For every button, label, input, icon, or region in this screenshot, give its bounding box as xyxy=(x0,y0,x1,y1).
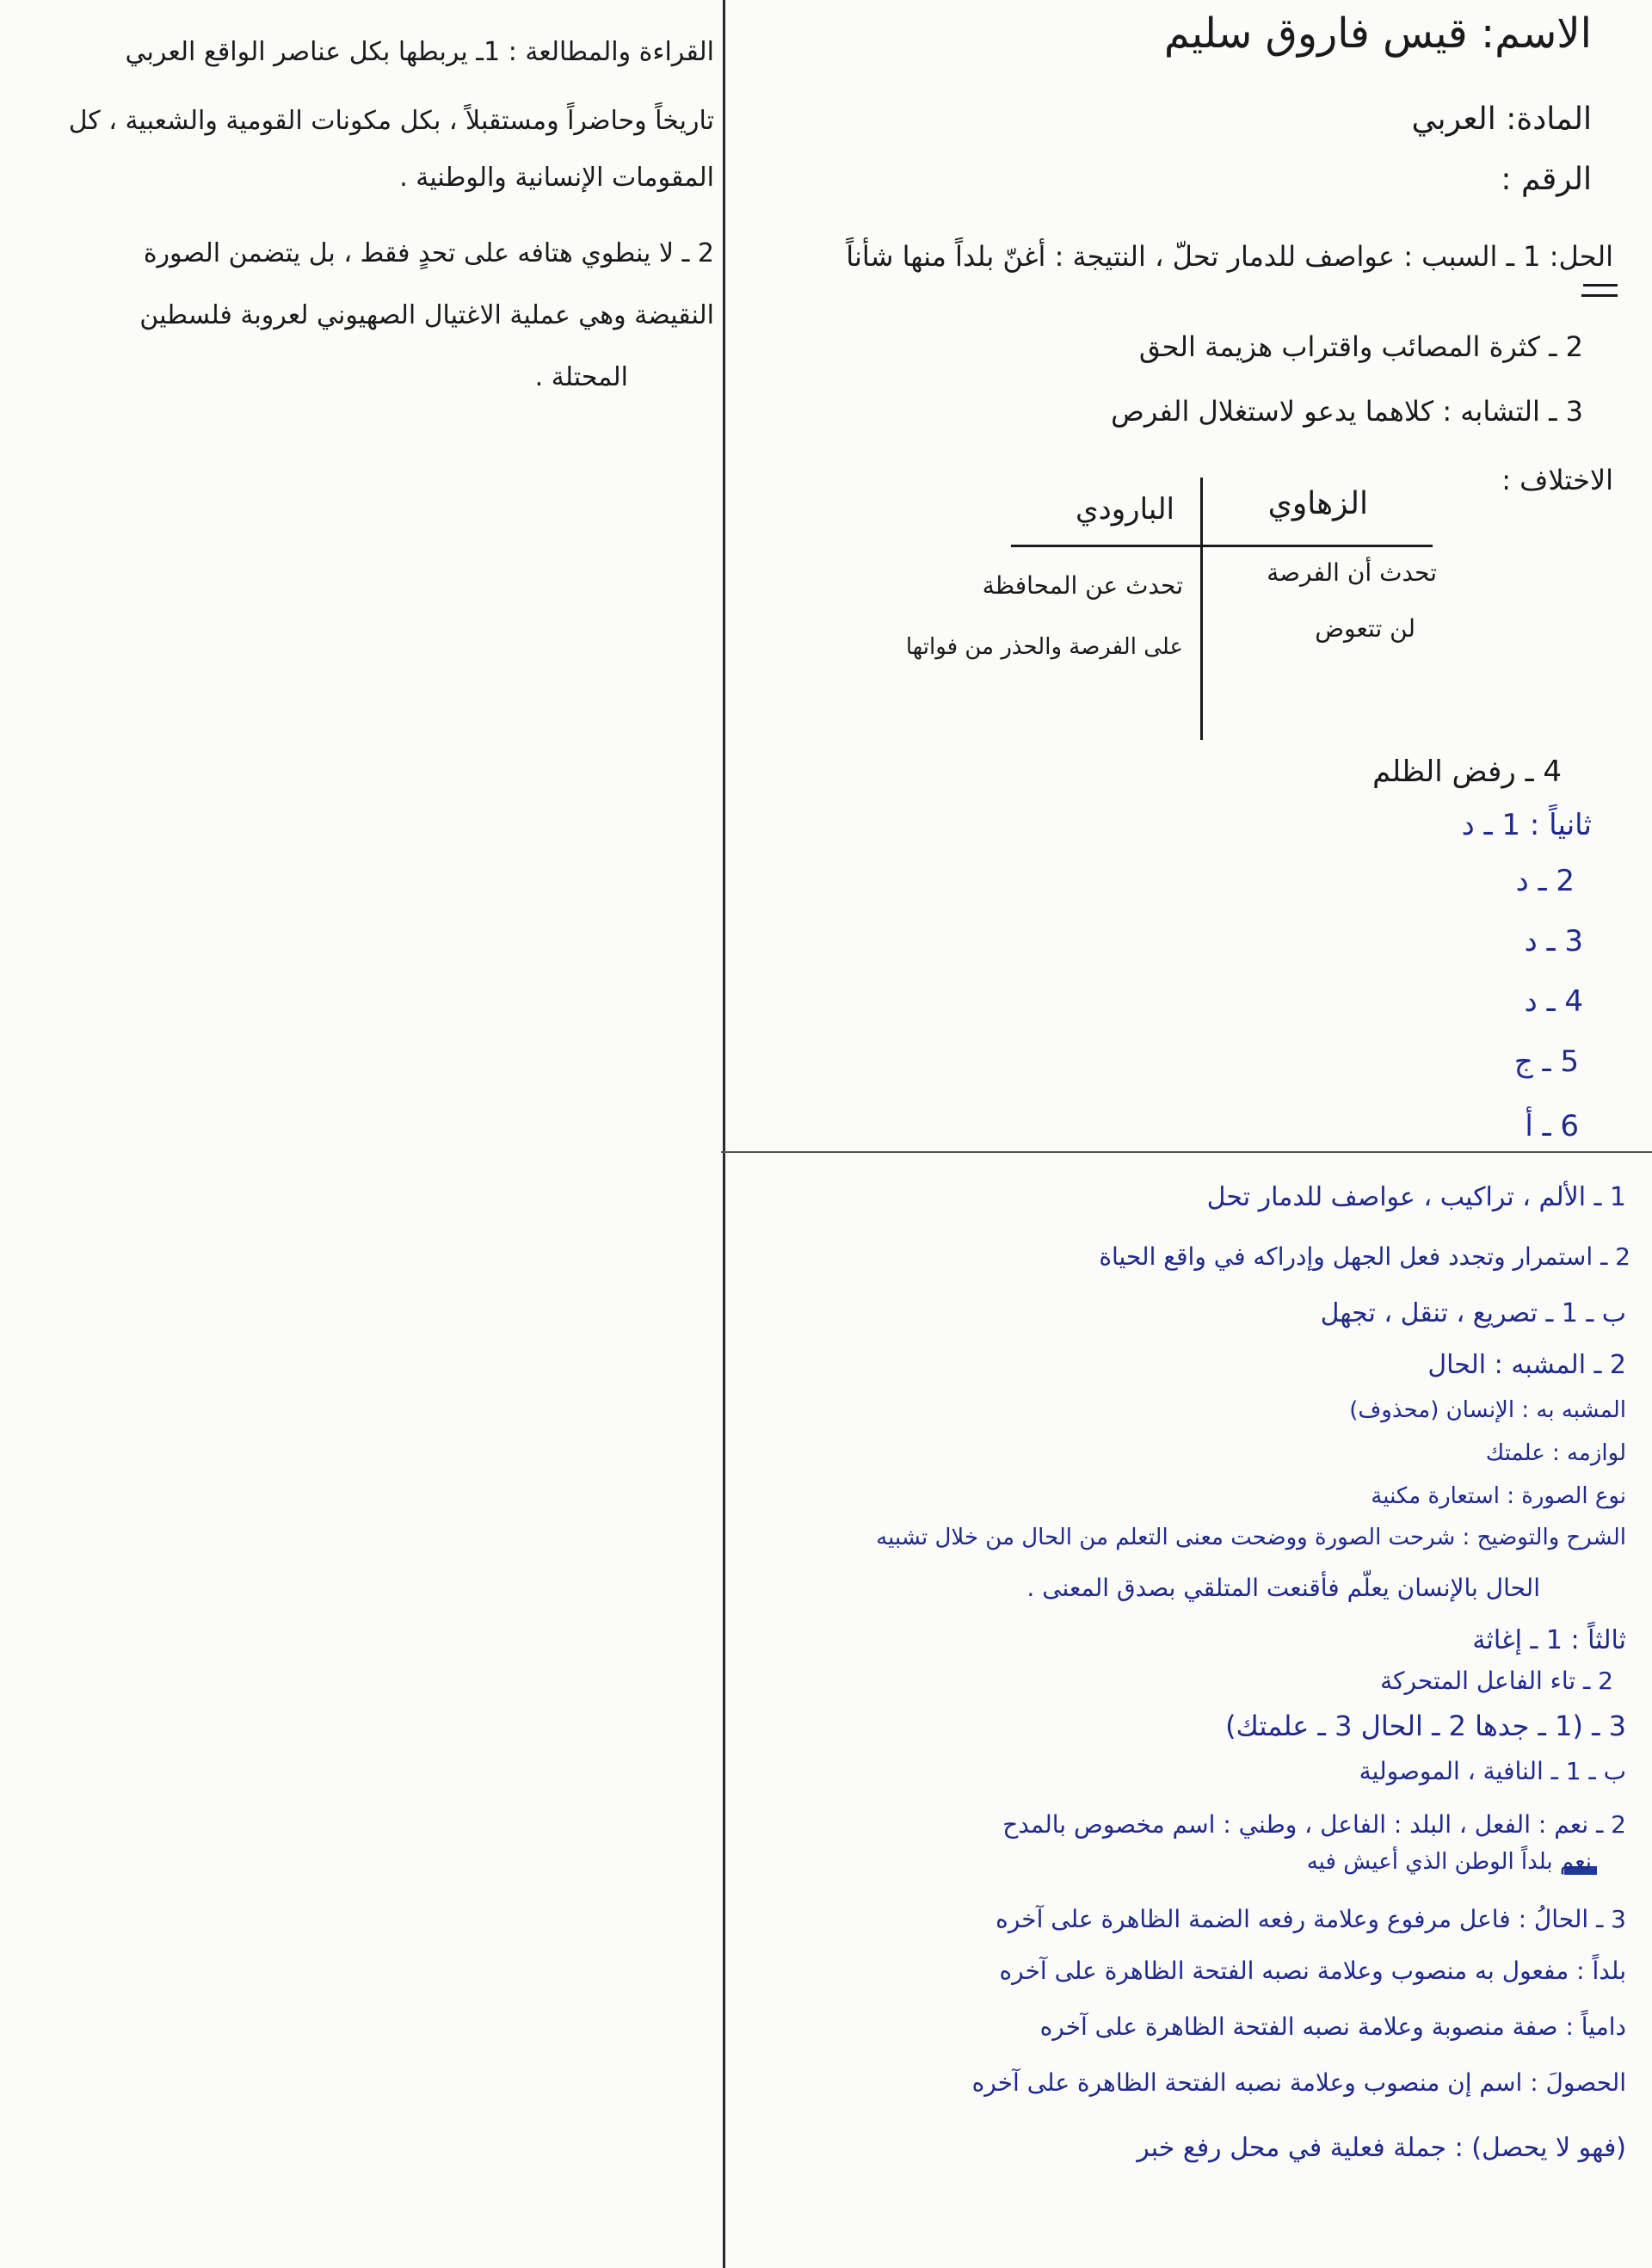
table-header-line xyxy=(1011,545,1433,547)
section-b-line-2: 2 ـ استمرار وتجدد فعل الجهل وإدراكه في واقع الحياة xyxy=(1099,1242,1630,1271)
section-divider xyxy=(721,1151,1652,1153)
table-barudi-line-2: على الفرصة والحذر من فواتها xyxy=(905,634,1183,660)
answer-4: 4 ـ د xyxy=(1524,984,1583,1019)
left-line-4: 2 ـ لا ينطوي هتافه على تحدٍ فقط ، بل يتضمن الصورة xyxy=(143,238,714,268)
difference-label: الاختلاف : xyxy=(1501,464,1613,496)
answer-5: 5 ـ ج xyxy=(1513,1045,1579,1079)
heading-underline-2 xyxy=(1581,294,1618,297)
solution-heading: الحل: 1 ـ السبب : عواصف للدمار تحلّ ، النتيجة : أغنّ بلداً منها شأناً xyxy=(846,240,1613,273)
section-b-line-5: المشبه به : الإنسان (محذوف) xyxy=(1349,1397,1626,1423)
answer-2: 2 ـ د xyxy=(1515,864,1575,898)
number-label: الرقم : xyxy=(1501,162,1592,197)
answer-6: 6 ـ أ xyxy=(1525,1109,1579,1143)
column-divider xyxy=(723,0,725,2268)
section-b-line-20: (فهو لا يحصل) : جملة فعلية في محل رفع خبر xyxy=(1137,2133,1626,2163)
section-b-line-17: بلداً : مفعول به منصوب وعلامة نصبه الفتحة الظاهرة على آخره xyxy=(999,1957,1626,1985)
subject-label: المادة: العربي xyxy=(1411,102,1592,137)
section-b-line-18: دامياً : صفة منصوبة وعلامة نصبه الفتحة الظاهرة على آخره xyxy=(1039,2012,1626,2041)
left-line-1: القراءة والمطالعة : 1ـ يربطها بكل عناصر الواقع العربي xyxy=(125,37,714,67)
left-line-6: المحتلة . xyxy=(534,362,628,392)
table-barudi-line-1: تحدث عن المحافظة xyxy=(982,571,1183,600)
table-header-barudi: البارودي xyxy=(1075,492,1174,527)
table-zahawi-line-1: تحدث أن الفرصة xyxy=(1267,558,1437,587)
heading-underline-1 xyxy=(1583,284,1618,287)
q4-answer: 4 ـ رفض الظلم xyxy=(1372,755,1562,789)
left-line-5: النقيضة وهي عملية الاغتيال الصهيوني لعروبة فلسطين xyxy=(139,300,714,330)
section-b-line-14: 2 ـ نعم : الفعل ، البلد : الفاعل ، وطني : اسم مخصوص بالمدح xyxy=(1002,1810,1626,1839)
section-b-line-6: لوازمه : علمتك xyxy=(1485,1440,1626,1466)
section-b-line-13: ب ـ 1 ـ النافية ، الموصولية xyxy=(1359,1757,1626,1785)
left-line-2: تاريخاً وحاضراً ومستقبلاً ، بكل مكونات القومية والشعبية ، كل xyxy=(68,106,714,136)
third-heading: ثالثاً : 1 ـ إغاثة xyxy=(1472,1625,1626,1655)
section-b-line-8: الشرح والتوضيح : شرحت الصورة ووضحت معنى التعلم من الحال من خلال تشبيه xyxy=(876,1525,1626,1550)
section-b-line-3: ب ـ 1 ـ تصريع ، تنقل ، تجهل xyxy=(1320,1298,1626,1328)
section-b-line-19: الحصولَ : اسم إن منصوب وعلامة نصبه الفتحة الظاهرة على آخره xyxy=(971,2068,1626,2097)
section-b-line-16: 3 ـ الحالُ : فاعل مرفوع وعلامة رفعه الضمة الظاهرة على آخره xyxy=(996,1905,1626,1933)
section-b-line-11: 2 ـ تاء الفاعل المتحركة xyxy=(1380,1667,1613,1695)
left-line-3: المقومات الإنسانية والوطنية . xyxy=(399,163,714,193)
section-b-line-12: 3 ـ (1 ـ جدها 2 ـ الحال 3 ـ علمتك) xyxy=(1225,1710,1626,1742)
student-name: الاسم: قيس فاروق سليم xyxy=(1163,9,1592,58)
section-b-line-9: الحال بالإنسان يعلّم فأقنعت المتلقي بصدق المعنى . xyxy=(1026,1574,1540,1602)
section-b-line-1: 1 ـ الألم ، تراكيب ، عواصف للدمار تحل xyxy=(1206,1182,1626,1212)
section-b-line-7: نوع الصورة : استعارة مكنية xyxy=(1371,1483,1626,1509)
section-b-line-4: 2 ـ المشبه : الحال xyxy=(1427,1350,1626,1380)
solution-line-2: 2 ـ كثرة المصائب واقتراب هزيمة الحق xyxy=(1138,330,1583,363)
second-heading: ثانياً : 1 ـ د xyxy=(1461,808,1592,842)
section-b-line-15: نعم بلداً الوطن الذي أعيش فيه xyxy=(1306,1849,1592,1875)
solution-line-3: 3 ـ التشابه : كلاهما يدعو لاستغلال الفرص xyxy=(1111,395,1583,428)
table-vertical-line xyxy=(1200,478,1203,740)
table-zahawi-line-2: لن تتعوض xyxy=(1315,614,1415,643)
table-header-zahawi: الزهاوي xyxy=(1267,486,1368,521)
answer-3: 3 ـ د xyxy=(1524,924,1583,958)
